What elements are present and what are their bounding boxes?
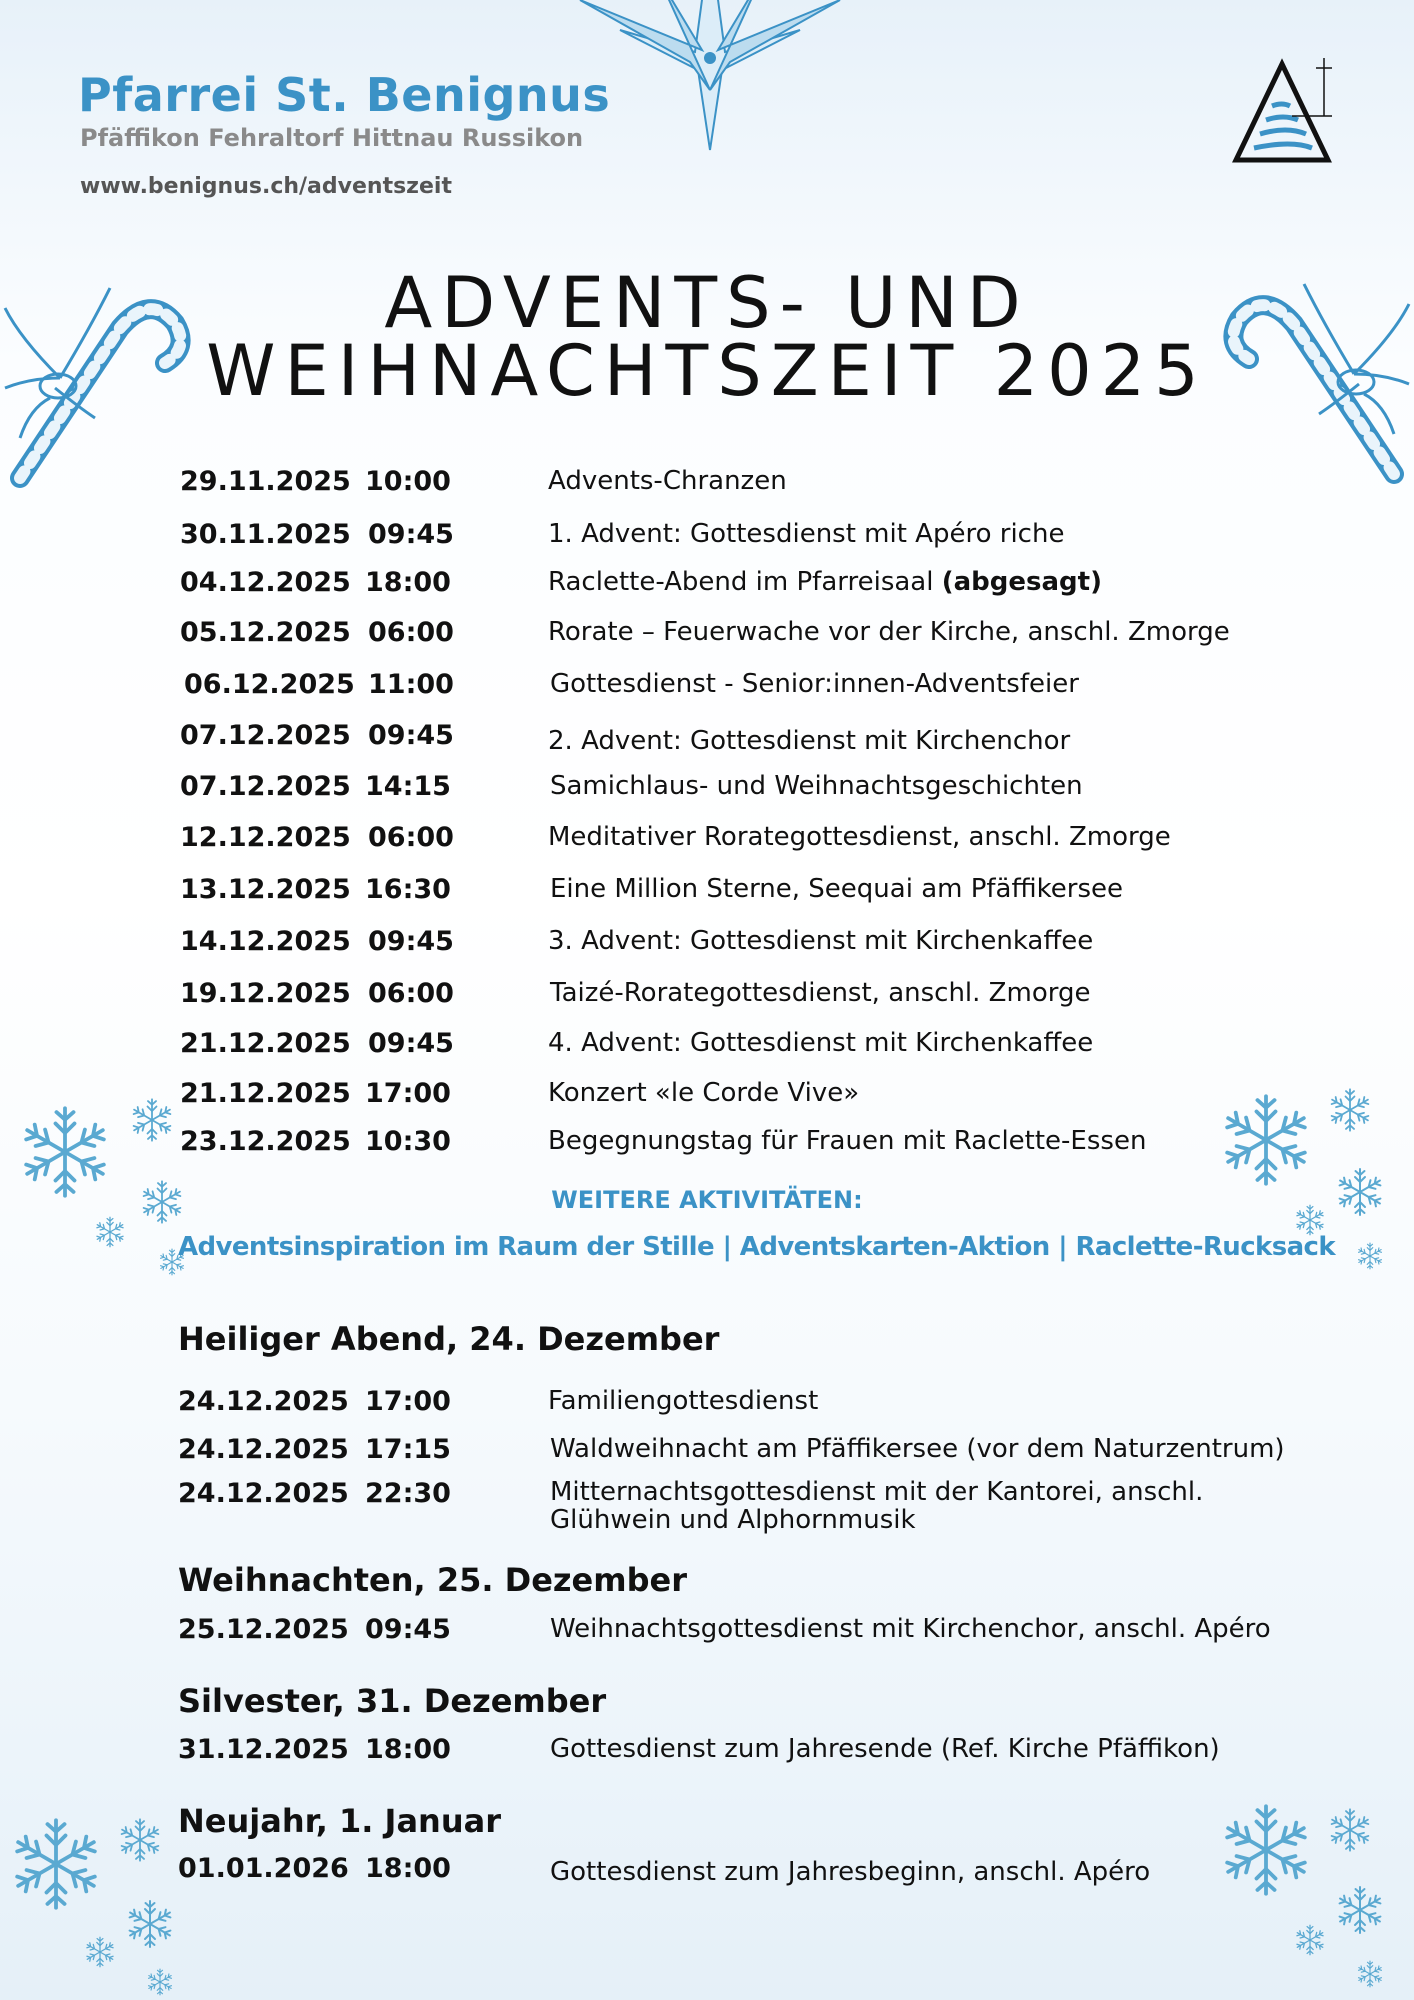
event-time: 06:00 [368, 978, 454, 1009]
event-date: 07.12.2025 [180, 771, 351, 802]
event-date: 12.12.2025 [180, 822, 351, 853]
event-time: 10:00 [365, 466, 451, 497]
section-heading-new-year: Neujahr, 1. Januar [178, 1802, 501, 1840]
event-date: 01.01.2026 [178, 1853, 349, 1884]
event-time: 18:00 [365, 1734, 451, 1765]
event-time: 09:45 [368, 720, 454, 751]
more-activities-heading: WEITERE AKTIVITÄTEN: [551, 1186, 863, 1214]
event-date: 29.11.2025 [180, 466, 351, 497]
event-date: 24.12.2025 [178, 1478, 349, 1509]
event-title: Mitternachtsgottesdienst mit der Kantorei, anschl. Glühwein und Alphornmusik [550, 1477, 1204, 1535]
event-row [0, 822, 1414, 862]
event-time: 14:15 [365, 771, 451, 802]
event-time: 06:00 [368, 822, 454, 853]
event-title: Gottesdienst zum Jahresbeginn, anschl. Apéro [550, 1857, 1151, 1887]
event-time: 22:30 [365, 1478, 451, 1509]
event-time: 11:00 [368, 669, 454, 700]
event-time: 17:15 [365, 1434, 451, 1465]
event-title: Familiengottesdienst [548, 1386, 819, 1416]
section-heading-christmas-day: Weihnachten, 25. Dezember [178, 1561, 687, 1599]
event-title: Begegnungstag für Frauen mit Raclette-Essen [548, 1126, 1147, 1156]
event-title: Gottesdienst - Senior:innen-Adventsfeier [550, 669, 1079, 699]
event-row [0, 1853, 1414, 1893]
event-date: 24.12.2025 [178, 1386, 349, 1417]
event-time: 09:45 [365, 1614, 451, 1645]
event-date: 23.12.2025 [180, 1126, 351, 1157]
event-date: 19.12.2025 [180, 978, 351, 1009]
event-row [0, 874, 1414, 914]
event-time: 09:45 [368, 926, 454, 957]
page-title-line1: ADVENTS- UND [384, 262, 1030, 344]
event-date: 21.12.2025 [180, 1078, 351, 1109]
event-row [0, 720, 1414, 760]
snowflake-icon [0, 1800, 200, 2000]
event-title: Konzert «le Corde Vive» [548, 1078, 860, 1108]
event-title: Raclette-Abend im Pfarreisaal (abgesagt) [548, 567, 1102, 597]
event-row [0, 771, 1414, 811]
event-time: 06:00 [368, 617, 454, 648]
snowflake-icon [1200, 1790, 1414, 2000]
event-row [0, 617, 1414, 657]
event-date: 06.12.2025 [184, 669, 355, 700]
event-row [0, 567, 1414, 607]
event-date: 05.12.2025 [180, 617, 351, 648]
event-row [0, 1126, 1414, 1166]
event-time: 16:30 [365, 874, 451, 905]
event-time: 10:30 [365, 1126, 451, 1157]
event-date: 21.12.2025 [180, 1028, 351, 1059]
event-row [0, 1386, 1414, 1426]
event-row [0, 669, 1414, 709]
event-time: 18:00 [365, 567, 451, 598]
church-tree-logo-icon [1232, 56, 1342, 166]
event-date: 07.12.2025 [180, 720, 351, 751]
event-time: 18:00 [365, 1853, 451, 1884]
snowflake-icon [0, 1090, 200, 1280]
event-date: 13.12.2025 [180, 874, 351, 905]
event-row [0, 1078, 1414, 1118]
event-date: 24.12.2025 [178, 1434, 349, 1465]
event-title: Eine Million Sterne, Seequai am Pfäffikersee [550, 874, 1123, 904]
event-row [0, 1434, 1414, 1474]
event-title: Gottesdienst zum Jahresende (Ref. Kirche Pfäffikon) [550, 1734, 1220, 1764]
event-title: Weihnachtsgottesdienst mit Kirchenchor, anschl. Apéro [550, 1614, 1271, 1644]
org-places: Pfäffikon Fehraltorf Hittnau Russikon [80, 124, 584, 152]
event-row [0, 466, 1414, 506]
event-time: 17:00 [365, 1386, 451, 1417]
event-time: 09:45 [368, 1028, 454, 1059]
event-date: 14.12.2025 [180, 926, 351, 957]
event-row [0, 926, 1414, 966]
event-row [0, 1028, 1414, 1068]
event-time: 09:45 [368, 519, 454, 550]
org-name: Pfarrei St. Benignus [78, 68, 611, 122]
event-row [0, 1614, 1414, 1654]
event-title: Rorate – Feuerwache vor der Kirche, anschl. Zmorge [548, 617, 1230, 647]
event-row [0, 1734, 1414, 1774]
event-title: 3. Advent: Gottesdienst mit Kirchenkaffee [548, 926, 1094, 956]
more-activities-list: Adventsinspiration im Raum der Stille | Adventskarten-Aktion | Raclette-Rucksack [178, 1232, 1336, 1262]
section-heading-christmas-eve: Heiliger Abend, 24. Dezember [178, 1320, 720, 1358]
section-heading-new-years-eve: Silvester, 31. Dezember [178, 1682, 607, 1720]
event-title: Meditativer Rorategottesdienst, anschl. Zmorge [548, 822, 1171, 852]
event-row [0, 978, 1414, 1018]
cancelled-note: (abgesagt) [941, 567, 1102, 597]
event-title: Advents-Chranzen [548, 466, 787, 496]
event-date: 31.12.2025 [178, 1734, 349, 1765]
event-title: 2. Advent: Gottesdienst mit Kirchenchor [548, 726, 1071, 756]
event-time: 17:00 [365, 1078, 451, 1109]
org-url[interactable]: www.benignus.ch/adventszeit [80, 174, 452, 199]
event-row [0, 519, 1414, 559]
event-date: 25.12.2025 [178, 1614, 349, 1645]
event-date: 04.12.2025 [180, 567, 351, 598]
event-title: Taizé-Rorategottesdienst, anschl. Zmorge [550, 978, 1091, 1008]
event-title: 4. Advent: Gottesdienst mit Kirchenkaffee [548, 1028, 1094, 1058]
event-title: 1. Advent: Gottesdienst mit Apéro riche [548, 519, 1065, 549]
event-title: Waldweihnacht am Pfäffikersee (vor dem Naturzentrum) [550, 1434, 1285, 1464]
page-title-line2: WEIHNACHTSZEIT 2025 [206, 330, 1208, 412]
event-title: Samichlaus- und Weihnachtsgeschichten [550, 771, 1083, 801]
event-date: 30.11.2025 [180, 519, 351, 550]
event-row [0, 1478, 1414, 1548]
